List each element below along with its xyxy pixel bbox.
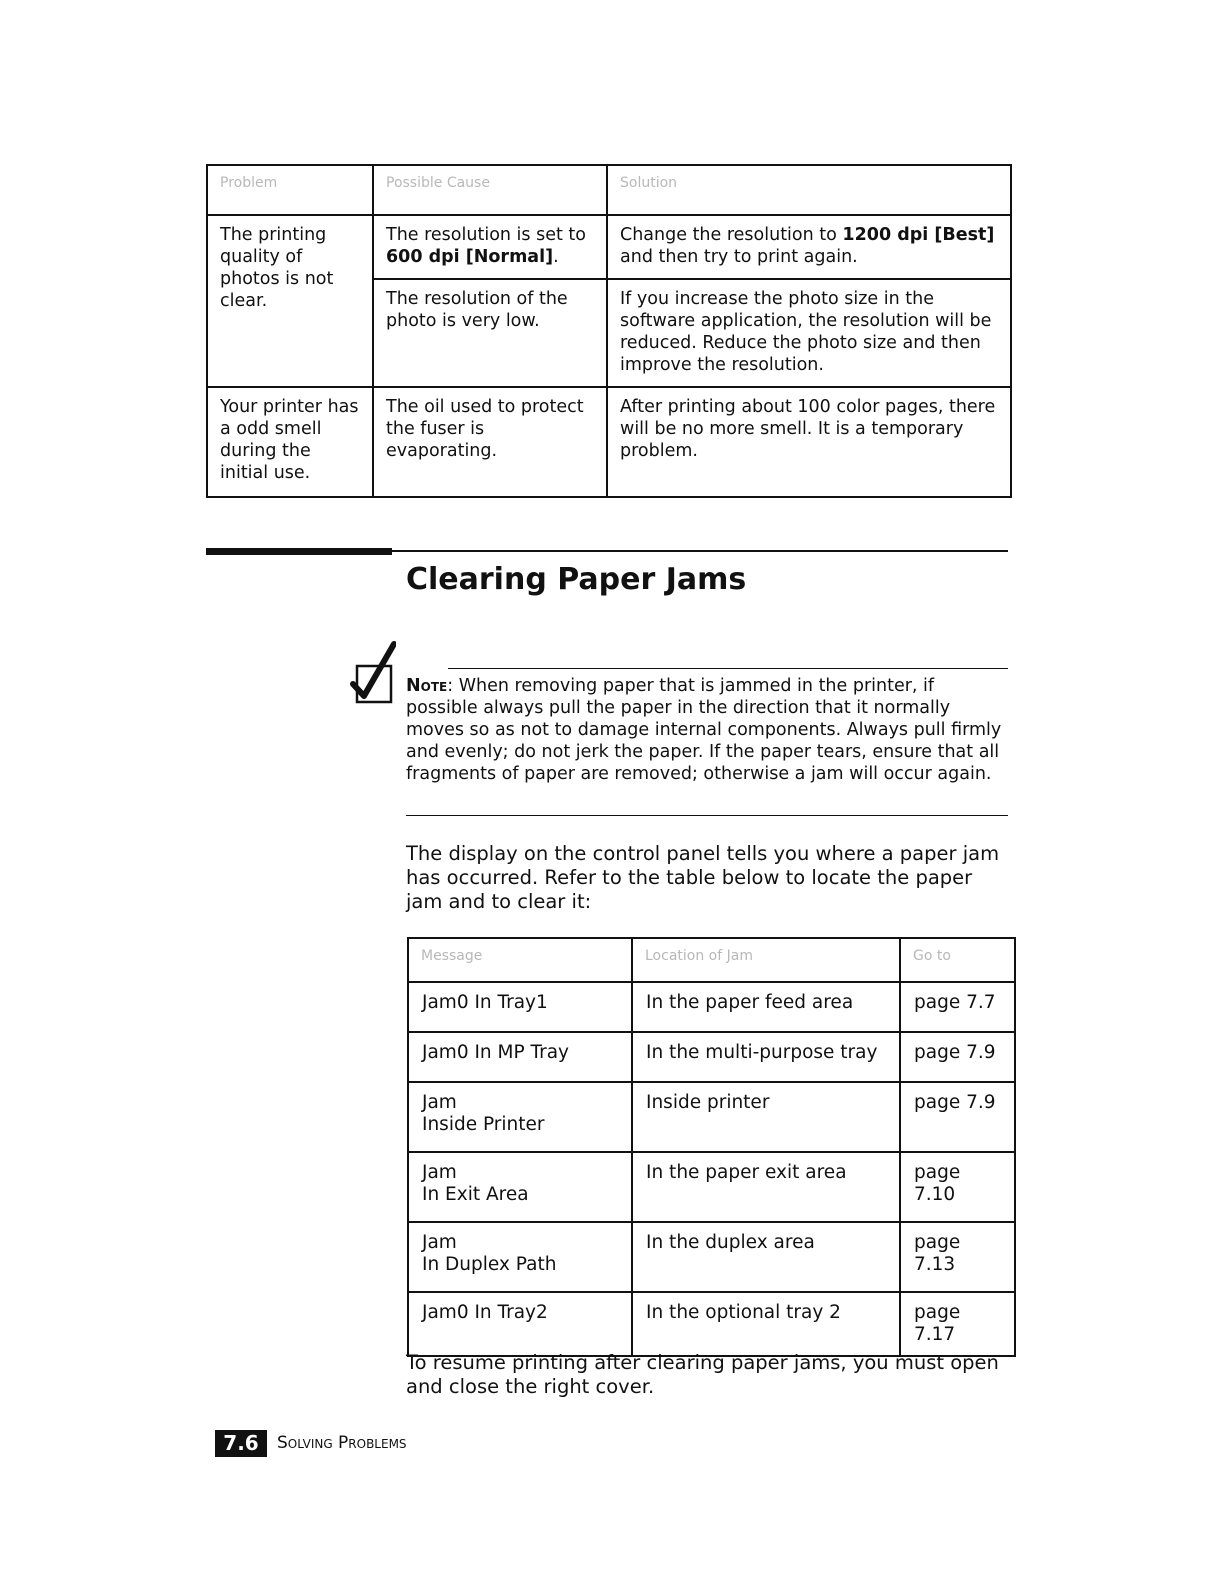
solution-setting: 1200 dpi [Best] [842, 225, 995, 245]
table-row [408, 1292, 1015, 1356]
table-row [207, 215, 1011, 279]
page-cell: page 7.7 [900, 982, 1015, 1032]
table-row [408, 1032, 1015, 1082]
note-label: Note [406, 676, 448, 696]
page-number: 7.6 [215, 1430, 267, 1457]
cause-setting: 600 dpi [Normal] [386, 247, 554, 267]
intro-paragraph: The display on the control panel tells you where a paper jam has occurred. Refer to the table below to locate the paper jam and to clear it: [406, 842, 1000, 913]
solution-text-end: and then try to print again. [620, 247, 858, 267]
solution-cell [607, 215, 1011, 279]
note-paragraph [406, 675, 1010, 785]
solution-text: Change the resolution to [620, 225, 843, 245]
table-row [207, 387, 1011, 497]
location-cell: In the multi-purpose tray [632, 1032, 900, 1082]
message-cell: Jam In Exit Area [408, 1152, 632, 1222]
checkmark-note-icon [350, 640, 396, 712]
note-top-rule [448, 668, 1008, 669]
section-rule-thin [392, 550, 1008, 552]
cause-cell [373, 215, 607, 279]
solution-cell: If you increase the photo size in the software application, the resolution will be reduced. Reduce the photo size and then improve the resolution. [607, 279, 1011, 387]
page-cell: page 7.10 [900, 1152, 1015, 1222]
message-cell: Jam0 In Tray2 [408, 1292, 632, 1356]
solution-cell: After printing about 100 color pages, there will be no more smell. It is a temporary problem. [607, 387, 1011, 497]
page-cell: page 7.9 [900, 1032, 1015, 1082]
table-row [408, 1082, 1015, 1152]
location-cell: Inside printer [632, 1082, 900, 1152]
chapter-label: Solving Problems [277, 1433, 407, 1453]
jam-locations-table [407, 937, 1016, 1357]
problem-cell: The printing quality of photos is not clear. [207, 215, 373, 387]
location-cell: In the paper exit area [632, 1152, 900, 1222]
table-header-row [408, 938, 1015, 982]
message-cell: Jam0 In Tray1 [408, 982, 632, 1032]
outro-paragraph: To resume printing after clearing paper jams, you must open and close the right cover. [406, 1351, 999, 1398]
cause-text: The resolution is set to [386, 225, 586, 245]
location-cell: In the duplex area [632, 1222, 900, 1292]
location-cell: In the optional tray 2 [632, 1292, 900, 1356]
note-bottom-rule [406, 815, 1008, 816]
cause-period: . [553, 247, 559, 267]
header-location: Location of Jam [632, 938, 900, 982]
message-cell: Jam In Duplex Path [408, 1222, 632, 1292]
table-row [408, 982, 1015, 1032]
header-solution: Solution [607, 165, 1011, 215]
section-title: Clearing Paper Jams [406, 562, 747, 597]
page-cell: page 7.17 [900, 1292, 1015, 1356]
page-cell: page 7.9 [900, 1082, 1015, 1152]
header-problem: Problem [207, 165, 373, 215]
message-cell: Jam0 In MP Tray [408, 1032, 632, 1082]
page-cell: page 7.13 [900, 1222, 1015, 1292]
header-cause: Possible Cause [373, 165, 607, 215]
message-cell: Jam Inside Printer [408, 1082, 632, 1152]
header-goto: Go to [900, 938, 1015, 982]
cause-cell: The resolution of the photo is very low. [373, 279, 607, 387]
table-row [408, 1222, 1015, 1292]
header-message: Message [408, 938, 632, 982]
location-cell: In the paper feed area [632, 982, 900, 1032]
table-row [408, 1152, 1015, 1222]
cause-cell: The oil used to protect the fuser is evaporating. [373, 387, 607, 497]
note-body: : When removing paper that is jammed in the printer, if possible always pull the paper in the direction that it normally moves so as not to damage internal components. Always pull firmly and evenly; do not jerk the paper. If the paper tears, ensure that all fragments of paper are removed; otherwise a jam will occur again. [406, 676, 1002, 784]
problem-cell: Your printer has a odd smell during the initial use. [207, 387, 373, 497]
section-rule-thick [206, 548, 392, 555]
troubleshooting-table [206, 164, 1012, 498]
table-header-row [207, 165, 1011, 215]
